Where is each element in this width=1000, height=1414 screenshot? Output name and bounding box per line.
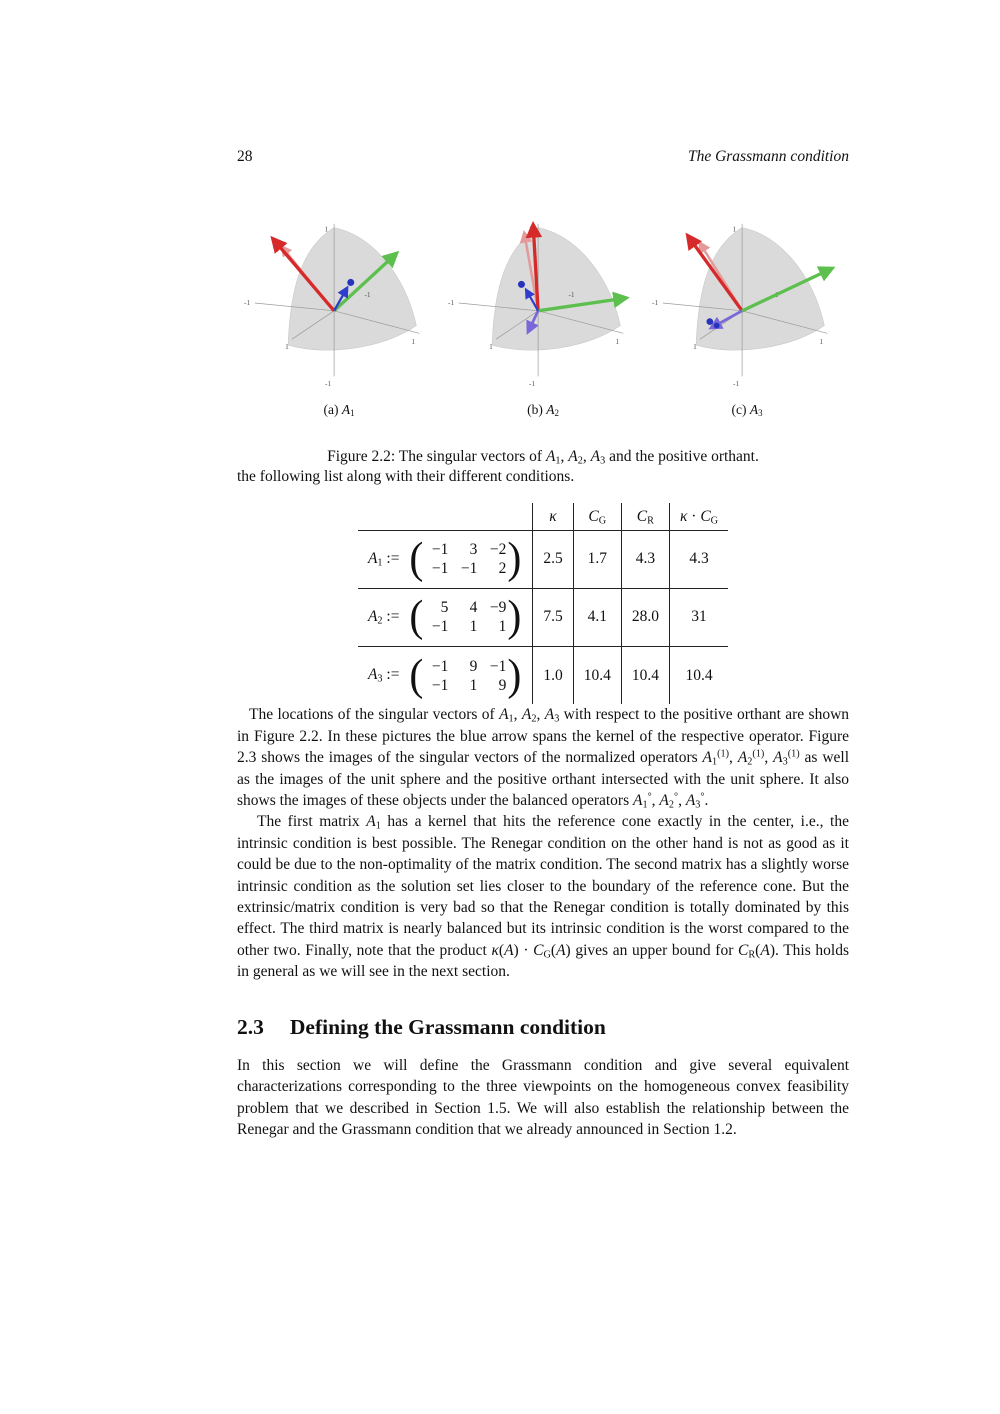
table-row xyxy=(358,530,728,588)
value-kappa: 2.5 xyxy=(533,530,573,588)
matrix-label: $A_1$ := xyxy=(367,549,404,569)
kernel-dot xyxy=(706,318,713,325)
tick-bottom-left: 1 xyxy=(285,342,289,352)
subplot-c-caption: (c) $A_3$ xyxy=(731,402,763,419)
matrix-entry: −1 xyxy=(431,657,449,675)
matrix-entry: −1 xyxy=(431,618,449,636)
tick-left: -1 xyxy=(448,297,455,307)
value-cg: 10.4 xyxy=(573,646,621,704)
matrix-entry: −9 xyxy=(489,599,507,617)
tick-bottom-right: 1 xyxy=(819,337,824,347)
value-cr: 10.4 xyxy=(621,646,669,704)
subplot-b xyxy=(445,210,641,418)
intro-paragraph: the following list along with their different conditions. xyxy=(237,468,575,485)
page-number: 28 xyxy=(237,148,253,165)
matrix-entry: 9 xyxy=(498,676,507,694)
matrix-entry: 5 xyxy=(440,599,449,617)
body-paragraph-1: The locations of the singular vectors of $A_1$, $A_2$, $A_3$ with respect to the positive orthant are shown in Figure 2.2. In these pictures the blue arrow spans the kernel of the respective operator. Figure 2.3 shows the images of the singular vectors of the normalized operators $A_1^{(1)}$, $A_2^{(1)}$, $A_3^{(1)}$ as well as the images of the unit sphere and the positive orthant intersected with the unit sphere. It also shows the images of these objects under the balanced operators $A_1^\circ$, $A_2^\circ$, $A_3^\circ$. xyxy=(237,706,850,811)
tick-mid: -1 xyxy=(568,290,575,300)
running-title: The Grassmann condition xyxy=(687,148,849,165)
subplot-c xyxy=(649,210,845,418)
figure-caption: Figure 2.2: The singular vectors of $A_1$, $A_2$, $A_3$ and the positive orthant. xyxy=(327,448,759,467)
tick-bottom-right: 1 xyxy=(411,337,416,347)
header-kappa-cg: $\kappa \cdot C_G$ xyxy=(669,503,728,530)
right-paren: ) xyxy=(507,535,522,584)
tick-left: -1 xyxy=(652,297,659,307)
left-paren: ( xyxy=(409,535,424,584)
kernel-dot xyxy=(518,281,525,288)
tick-bottom: -1 xyxy=(733,379,740,389)
tick-bottom-left: 1 xyxy=(489,342,493,352)
matrix-entry: 1 xyxy=(469,676,478,694)
matrix-entry: 1 xyxy=(469,618,478,636)
value-cg: 1.7 xyxy=(573,530,621,588)
positive-orthant-region xyxy=(696,228,824,350)
matrix-entry: −1 xyxy=(460,560,478,578)
subplot-a-caption: (a) $A_1$ xyxy=(323,402,355,419)
positive-orthant-region xyxy=(288,228,416,350)
conditions-table xyxy=(358,503,728,704)
positive-orthant-region xyxy=(492,228,620,350)
plot-c-canvas xyxy=(649,210,845,396)
matrix-definition-a2 xyxy=(358,588,533,646)
tick-top: 1 xyxy=(732,224,737,234)
matrix-definition-a3 xyxy=(358,646,533,704)
subplot-a xyxy=(241,210,437,418)
kernel-dot xyxy=(714,323,720,329)
matrix-entry: 2 xyxy=(498,560,507,578)
body-paragraph-2: The first matrix $A_1$ has a kernel that hits the reference cone exactly in the center, i.e., the intrinsic condition is best possible. The Renegar condition on the other hand is not as good as it could be due to the non-optimality of the matrix condition. The second matrix has a slightly worse intrinsic condition as the solution set lies closer to the boundary of the reference cone. But the extrinsic/matrix condition is very bad so that the Renegar condition is totally dominated by this effect. The third matrix is nearly balanced but its intrinsic condition is the worst compared to the other two. Finally, note that the product $\kappa(A) \cdot C_G(A)$ gives an upper bound for $C_R(A)$. This holds in general as we will see in the next section. xyxy=(237,813,849,981)
value-kappa-cg: 4.3 xyxy=(669,530,728,588)
header-empty-cell xyxy=(358,503,533,530)
plot-a-canvas xyxy=(241,210,437,396)
header-kappa: κ xyxy=(533,503,573,530)
value-kappa: 7.5 xyxy=(533,588,573,646)
matrix-entry: 1 xyxy=(498,618,507,636)
figure-2-2 xyxy=(237,210,849,466)
table-header-row xyxy=(358,503,728,530)
table-row xyxy=(358,588,728,646)
matrix-entries xyxy=(424,598,506,636)
matrix-entry: −2 xyxy=(489,541,507,559)
tick-bottom: -1 xyxy=(325,379,332,389)
matrix-entry: −1 xyxy=(431,541,449,559)
page-header xyxy=(237,148,849,166)
tick-left: -1 xyxy=(244,297,251,307)
tick-bottom-right: 1 xyxy=(615,337,620,347)
matrix-entry: 3 xyxy=(469,541,478,559)
kernel-dot xyxy=(347,279,354,286)
tick-top: 1 xyxy=(528,224,533,234)
section-heading xyxy=(237,1015,849,1040)
subplot-row xyxy=(237,210,849,418)
value-cg: 4.1 xyxy=(573,588,621,646)
tick-bottom-left: 1 xyxy=(693,342,697,352)
matrix-label: $A_3$ := xyxy=(367,666,404,685)
header-cr: $C_R$ xyxy=(621,503,669,530)
value-cr: 4.3 xyxy=(621,530,669,588)
matrix-entries xyxy=(424,657,506,695)
matrix-definition-a1 xyxy=(358,530,533,588)
plot-b-canvas xyxy=(445,210,641,396)
value-kappa-cg: 31 xyxy=(669,588,728,646)
left-paren: ( xyxy=(409,593,424,642)
right-paren: ) xyxy=(507,593,522,642)
matrix-entry: −1 xyxy=(489,657,507,675)
right-paren: ) xyxy=(507,651,522,700)
left-paren: ( xyxy=(409,651,424,700)
table-row xyxy=(358,646,728,704)
matrix-entry: −1 xyxy=(431,676,449,694)
matrix-entry: −1 xyxy=(431,560,449,578)
matrix-label: $A_2$ := xyxy=(367,607,404,627)
closing-paragraph: In this section we will define the Grassmann condition and give several equivalent characterizations corresponding to the three viewpoints on the homogeneous convex feasibility problem that we described in Section 1.5. We will also establish the relationship between the Renegar and the Grassmann condition that we already announced in Section 1.2. xyxy=(237,1056,849,1138)
section-number: 2.3 xyxy=(237,1014,264,1039)
tick-bottom: -1 xyxy=(529,379,536,389)
matrix-entry: 9 xyxy=(469,657,478,675)
matrix-entries xyxy=(424,540,506,578)
section-title: Defining the Grassmann condition xyxy=(289,1014,606,1039)
header-cg: $C_G$ xyxy=(573,503,621,530)
value-kappa-cg: 10.4 xyxy=(669,646,728,704)
tick-mid: -1 xyxy=(364,290,371,300)
value-cr: 28.0 xyxy=(621,588,669,646)
subplot-b-caption: (b) $A_2$ xyxy=(527,402,559,419)
tick-top: 1 xyxy=(324,224,329,234)
matrix-entry: 4 xyxy=(469,599,478,617)
value-kappa: 1.0 xyxy=(533,646,573,704)
